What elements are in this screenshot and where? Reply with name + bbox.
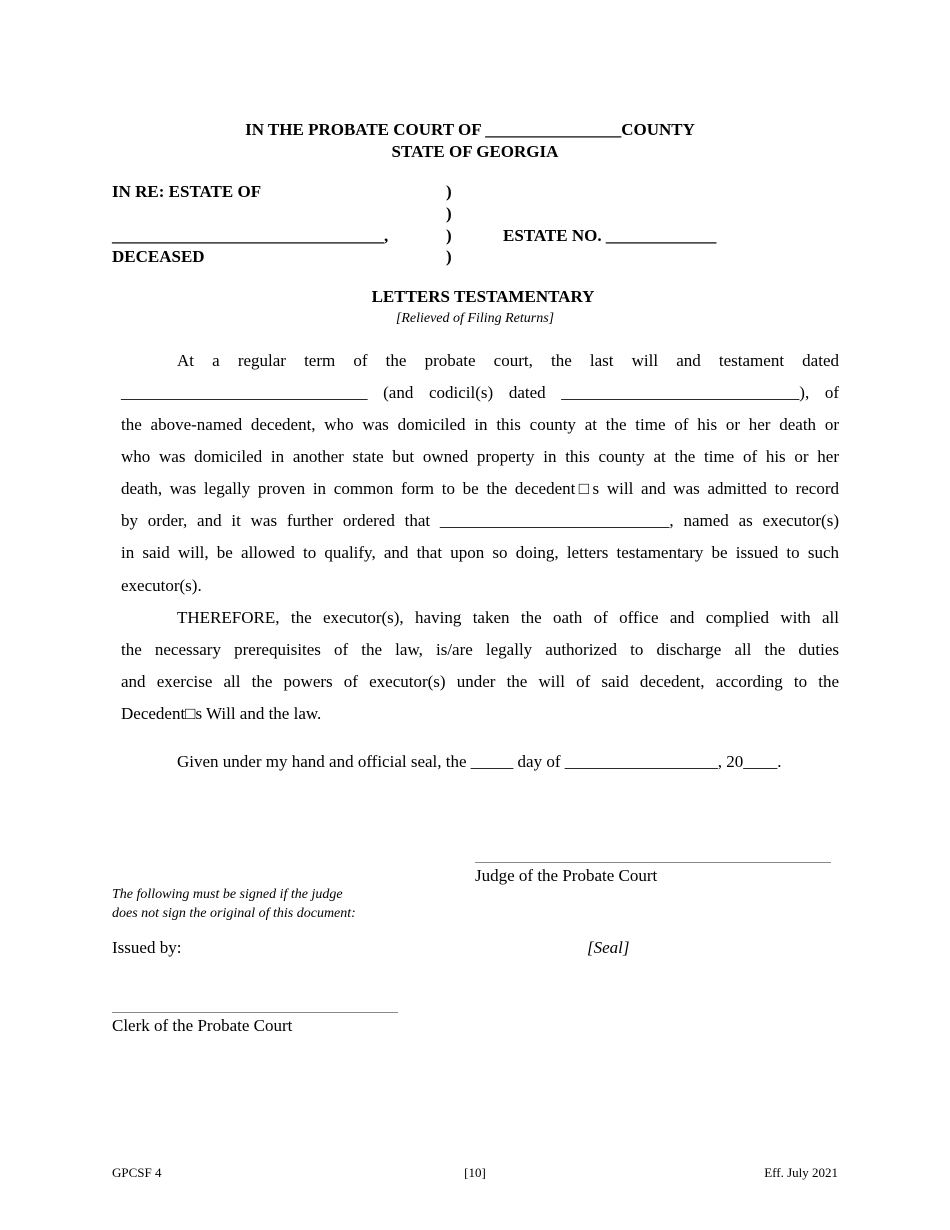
paragraph-1-line-5: death, was legally proven in common form to be the decedent□s will and was admitted to record xyxy=(121,479,839,498)
caption-paren-4: ) xyxy=(446,247,452,266)
clerk-signature-line xyxy=(112,1012,398,1013)
clerk-signature-label: Clerk of the Probate Court xyxy=(112,1016,293,1035)
paragraph-1-line-6: by order, and it was further ordered that ___________________________, named as executor(s) xyxy=(121,511,839,530)
paragraph-2-line-1: THEREFORE, the executor(s), having taken the oath of office and complied with all xyxy=(177,608,839,627)
estate-number-field: ESTATE NO. _____________ xyxy=(503,226,717,245)
signing-note-line-1: The following must be signed if the judge xyxy=(112,887,343,902)
caption-paren-2: ) xyxy=(446,204,452,223)
paragraph-2-line-4: Decedent□s Will and the law. xyxy=(121,704,322,723)
paragraph-2-line-3: and exercise all the powers of executor(s) under the will of said decedent, according to the xyxy=(121,672,839,691)
state-header-line: STATE OF GEORGIA xyxy=(391,142,559,161)
caption-paren-1: ) xyxy=(446,182,452,201)
paragraph-1-line-8: executor(s). xyxy=(121,576,202,595)
paragraph-2-line-2: the necessary prerequisites of the law, is/are legally authorized to discharge all the duties xyxy=(121,640,839,659)
in-re-estate-label: IN RE: ESTATE OF xyxy=(112,182,262,201)
page-number: [10] xyxy=(464,1165,486,1180)
paragraph-1-line-4: who was domiciled in another state but owned property in this county at the time of his or her xyxy=(121,447,839,466)
issued-by-label: Issued by: xyxy=(112,938,182,957)
given-under-hand-line: Given under my hand and official seal, the _____ day of __________________, 20____. xyxy=(177,752,782,771)
effective-date: Eff. July 2021 xyxy=(764,1165,838,1180)
document-title: LETTERS TESTAMENTARY xyxy=(371,287,595,306)
court-header-line: IN THE PROBATE COURT OF ________________COUNTY xyxy=(245,120,695,139)
judge-signature-line xyxy=(475,862,831,863)
judge-signature-label: Judge of the Probate Court xyxy=(475,866,658,885)
paragraph-1-line-7: in said will, be allowed to qualify, and that upon so doing, letters testamentary be issued to such xyxy=(121,543,839,562)
paragraph-1-line-1: At a regular term of the probate court, the last will and testament dated xyxy=(177,351,839,370)
paragraph-1-line-2: _____________________________ (and codicil(s) dated ____________________________), of xyxy=(121,383,839,402)
caption-paren-3: ) xyxy=(446,226,452,245)
paragraph-1-line-3: the above-named decedent, who was domiciled in this county at the time of his or her death or xyxy=(121,415,839,434)
document-subtitle: [Relieved of Filing Returns] xyxy=(395,311,555,326)
decedent-name-blank: ________________________________, xyxy=(112,226,389,245)
seal-placeholder: [Seal] xyxy=(587,938,630,957)
signing-note-line-2: does not sign the original of this document: xyxy=(112,906,356,921)
deceased-label: DECEASED xyxy=(112,247,205,266)
form-id: GPCSF 4 xyxy=(112,1165,162,1180)
